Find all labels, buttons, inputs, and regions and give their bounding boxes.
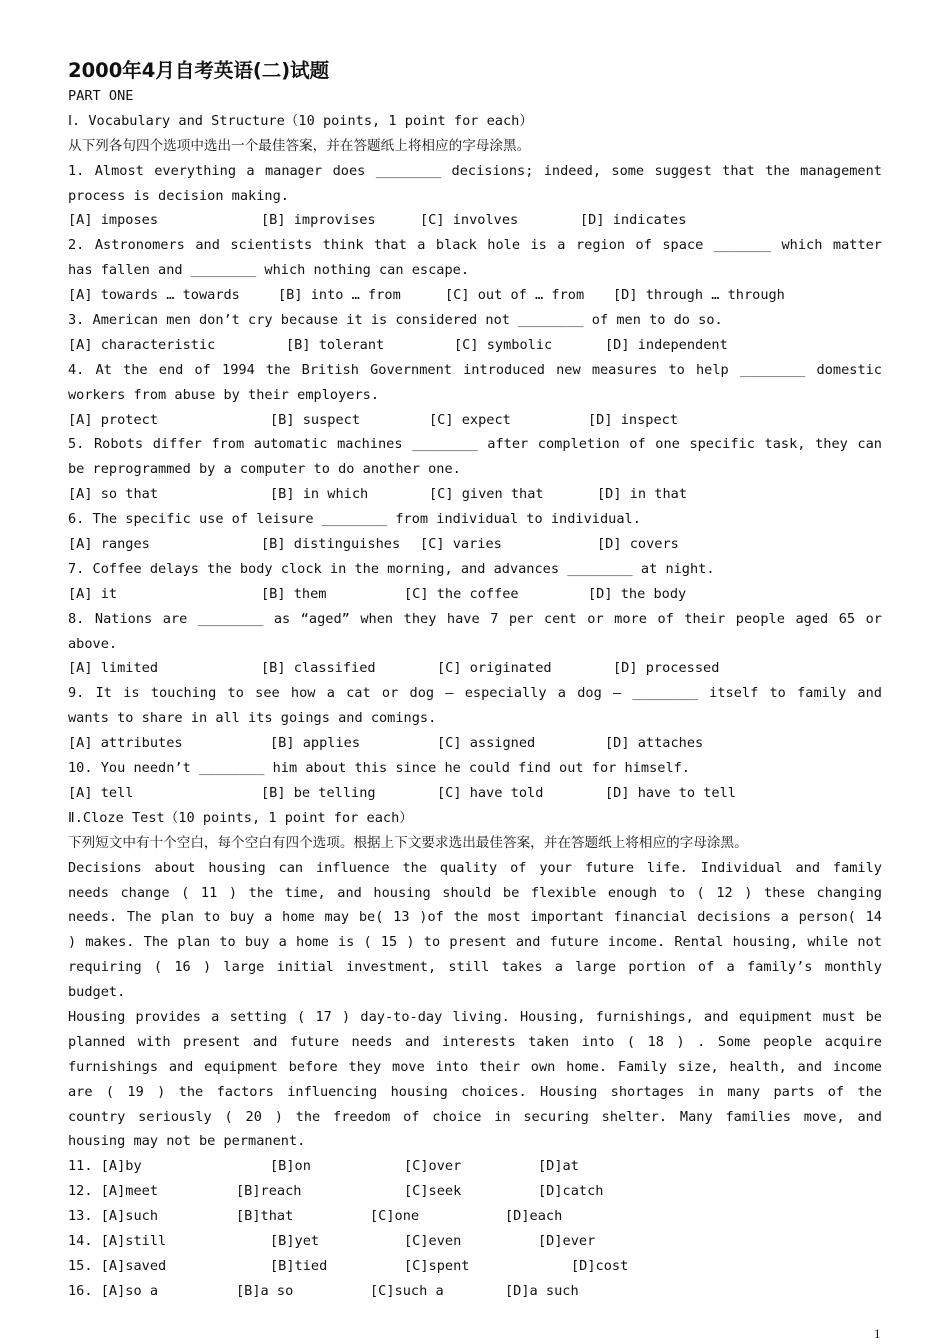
document-content (68, 58, 882, 1304)
option: [A] towards … towards (68, 287, 240, 304)
option: [C] the coffee (404, 585, 519, 602)
option: [A] characteristic (68, 336, 216, 353)
cloze-option-row (68, 1154, 882, 1179)
question-text: wants to share in all its goings and comings. (68, 710, 437, 727)
option: 12. [A]meet (68, 1183, 159, 1200)
question (68, 557, 882, 607)
option-row (68, 333, 882, 358)
question-list (68, 159, 882, 806)
option: [B]tied (270, 1257, 328, 1274)
option: [C]seek (404, 1183, 462, 1200)
option: [C]such a (370, 1282, 444, 1299)
option: [B] applies (270, 735, 361, 752)
option: [B] in which (270, 486, 369, 503)
option: [B]that (236, 1208, 294, 1225)
passage-line: Decisions about housing can influence the quality of your future life. Individual and family (68, 859, 882, 876)
option: [C] given that (429, 486, 544, 503)
option: [A] limited (68, 660, 159, 677)
passage-line: country seriously ( 20 ) the freedom of choice in securing shelter. Many families move, and (68, 1108, 882, 1125)
option-row (68, 781, 882, 806)
page-number: 1 (874, 1326, 881, 1341)
option: [B]on (270, 1158, 311, 1175)
option: [D] covers (597, 536, 679, 553)
section-1-instruction: 从下列各句四个选项中选出一个最佳答案，并在答题纸上将相应的字母涂黑。 (68, 137, 531, 154)
option: [B]yet (270, 1232, 320, 1249)
option: [B] classified (261, 660, 376, 677)
option: [C] have told (437, 784, 544, 801)
option: [C] originated (437, 660, 552, 677)
passage-line: requiring ( 16 ) large initial investment, still takes a large portion of a family’s monthly (68, 959, 882, 976)
question (68, 358, 882, 433)
option: [A] imposes (68, 212, 159, 229)
option-row (68, 482, 882, 507)
option: 14. [A]still (68, 1232, 167, 1249)
option: [C]spent (404, 1257, 470, 1274)
part-label: PART ONE (68, 88, 134, 104)
question-text: 7. Coffee delays the body clock in the morning, and advances ________ at night. (68, 560, 715, 577)
passage-line: needs change ( 11 ) the time, and housing should be flexible enough to ( 12 ) these changing (68, 884, 882, 901)
option: [D] inspect (588, 411, 679, 428)
option: [D] the body (588, 585, 687, 602)
option: [B] improvises (261, 212, 376, 229)
option: [D] through … through (613, 287, 785, 304)
cloze-option-row (68, 1204, 882, 1229)
question-text: has fallen and ________ which nothing can escape. (68, 262, 470, 279)
question-text: 2. Astronomers and scientists think that a black hole is a region of space _______ which matter (68, 237, 882, 254)
exam-title: 2000年4月自考英语(二)试题 (68, 59, 330, 82)
option: [D] have to tell (605, 784, 736, 801)
option: [D]ever (538, 1232, 596, 1249)
option: [C] out of … from (445, 287, 585, 304)
option: [C] assigned (437, 735, 536, 752)
section-1-heading: Ⅰ. Vocabulary and Structure（10 points, 1 point for each） (68, 112, 533, 129)
option: [B]a so (236, 1282, 294, 1299)
option: [C] symbolic (454, 336, 553, 353)
option-row (68, 532, 882, 557)
option: [D]catch (538, 1183, 604, 1200)
question (68, 681, 882, 756)
option-row (68, 283, 882, 308)
cloze-options (68, 1154, 882, 1303)
cloze-option-row (68, 1254, 882, 1279)
question-text: 10. You needn’t ________ him about this since he could find out for himself. (68, 760, 690, 777)
question (68, 308, 882, 358)
question (68, 233, 882, 308)
passage-line: furnishings and equipment before they move into their own home. Family size, health, and income (68, 1058, 882, 1075)
option: [A] it (68, 585, 118, 602)
passage-line: needs. The plan to buy a home may be( 13 )of the most important financial decisions a person( 14 (68, 909, 882, 926)
option: [D] attaches (605, 735, 704, 752)
passage-line: budget. (68, 984, 126, 1001)
option: [B] distinguishes (261, 536, 401, 553)
question-text: above. (68, 635, 118, 652)
option: [D]a such (505, 1282, 579, 1299)
option: [C]one (370, 1208, 420, 1225)
question-text: workers from abuse by their employers. (68, 386, 379, 403)
section-2-instruction: 下列短文中有十个空白，每个空白有四个选项。根据上下文要求选出最佳答案，并在答题纸上将相应的字母涂黑。 (68, 834, 748, 851)
question-text: process is decision making. (68, 187, 289, 204)
option: [C] involves (420, 212, 519, 229)
question (68, 607, 882, 682)
option-row (68, 582, 882, 607)
question (68, 756, 882, 806)
option: [A] attributes (68, 735, 183, 752)
option-row (68, 731, 882, 756)
option: [A] so that (68, 486, 159, 503)
option: [D] indicates (580, 212, 687, 229)
option: [B]reach (236, 1183, 302, 1200)
option: 15. [A]saved (68, 1257, 167, 1274)
option: 11. [A]by (68, 1158, 142, 1175)
question-text: 5. Robots differ from automatic machines ________ after completion of one specific task, they can (68, 436, 882, 453)
option: [C]even (404, 1232, 462, 1249)
cloze-option-row (68, 1229, 882, 1254)
option: 13. [A]such (68, 1208, 159, 1225)
question (68, 507, 882, 557)
question-text: 3. American men don’t cry because it is considered not ________ of men to do so. (68, 312, 723, 329)
passage-line: housing may not be permanent. (68, 1133, 306, 1150)
cloze-option-row (68, 1179, 882, 1204)
question-text: 9. It is touching to see how a cat or dog — especially a dog — ________ itself to family and (68, 685, 882, 702)
option: [C] varies (420, 536, 502, 553)
option: [C] expect (429, 411, 511, 428)
option: [A] tell (68, 784, 134, 801)
cloze-passage (68, 856, 882, 1155)
option-row (68, 208, 882, 233)
passage-line: planned with present and future needs and interests taken into ( 18 ) . Some people acquire (68, 1033, 882, 1050)
option: [B] them (261, 585, 327, 602)
option: [D] in that (597, 486, 688, 503)
question-text: be reprogrammed by a computer to do another one. (68, 461, 461, 478)
option: [B] into … from (278, 287, 401, 304)
section-2-heading: Ⅱ.Cloze Test（10 points, 1 point for each） (68, 809, 413, 826)
question-text: 6. The specific use of leisure ________ from individual to individual. (68, 511, 641, 528)
option: [D]each (505, 1208, 563, 1225)
question-text: 1. Almost everything a manager does ________ decisions; indeed, some suggest that the management (68, 162, 882, 179)
option: 16. [A]so a (68, 1282, 159, 1299)
option: [B] be telling (261, 784, 376, 801)
option: [A] ranges (68, 536, 150, 553)
question (68, 159, 882, 234)
option: [D]at (538, 1158, 579, 1175)
option: [C]over (404, 1158, 462, 1175)
option: [A] protect (68, 411, 159, 428)
question (68, 432, 882, 507)
passage-line: ) makes. The plan to buy a home is ( 15 ) to present and future income. Rental housing, while not (68, 934, 882, 951)
option: [B] suspect (270, 411, 361, 428)
option: [D]cost (571, 1257, 629, 1274)
option-row (68, 408, 882, 433)
option: [B] tolerant (286, 336, 385, 353)
question-text: 8. Nations are ________ as “aged” when they have 7 per cent or more of their people aged 65 or (68, 610, 882, 627)
option: [D] independent (605, 336, 728, 353)
passage-line: are ( 19 ) the factors influencing housing choices. Housing shortages in many parts of the (68, 1083, 882, 1100)
option: [D] processed (613, 660, 720, 677)
question-text: 4. At the end of 1994 the British Government introduced new measures to help ________ domestic (68, 361, 882, 378)
passage-line: Housing provides a setting ( 17 ) day-to-day living. Housing, furnishings, and equipment must be (68, 1008, 882, 1025)
option-row (68, 656, 882, 681)
cloze-option-row (68, 1279, 882, 1304)
